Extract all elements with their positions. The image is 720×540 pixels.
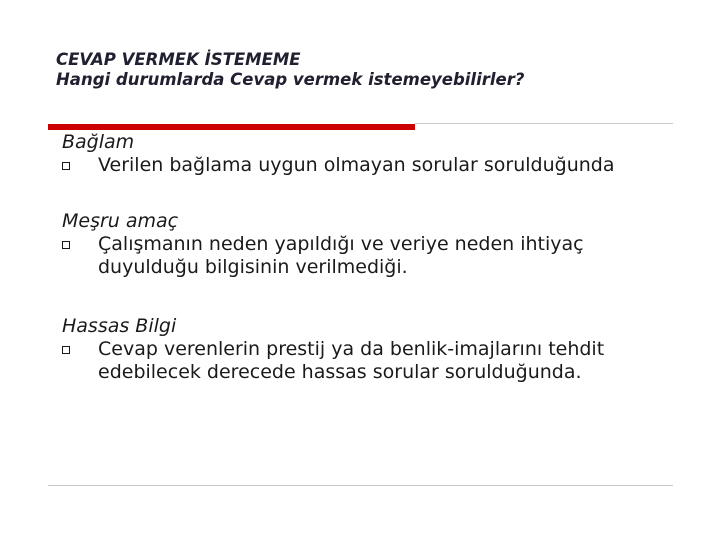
hollow-square-icon	[62, 338, 98, 361]
bullet-text: Çalışmanın neden yapıldığı ve veriye neden ihtiyaç duyulduğu bilgisinin verilmediği.	[98, 233, 584, 278]
slide-body	[62, 130, 662, 384]
title-line-2: Hangi durumlarda Cevap vermek istemeyebilirler?	[56, 70, 525, 89]
list-item	[62, 338, 662, 384]
list-item	[62, 154, 662, 177]
hollow-square-icon	[62, 233, 98, 256]
top-divider	[415, 123, 673, 124]
bullet-text: Verilen bağlama uygun olmayan sorular sorulduğunda	[98, 154, 615, 176]
title-line-1: CEVAP VERMEK İSTEMEME	[56, 50, 301, 69]
hollow-square-icon	[62, 154, 98, 177]
section-sensitive-info	[62, 314, 662, 384]
list-item	[62, 233, 662, 279]
section-heading: Hassas Bilgi	[62, 315, 177, 337]
section-heading: Meşru amaç	[62, 210, 179, 232]
section-legitimate-purpose	[62, 209, 662, 279]
section-heading: Bağlam	[62, 131, 135, 153]
bullet-text: Cevap verenlerin prestij ya da benlik-imajlarını tehdit edebilecek derecede hassas sorular sorulduğunda.	[98, 338, 605, 383]
bottom-divider	[48, 485, 673, 486]
slide-title	[56, 50, 524, 90]
section-context	[62, 130, 662, 177]
